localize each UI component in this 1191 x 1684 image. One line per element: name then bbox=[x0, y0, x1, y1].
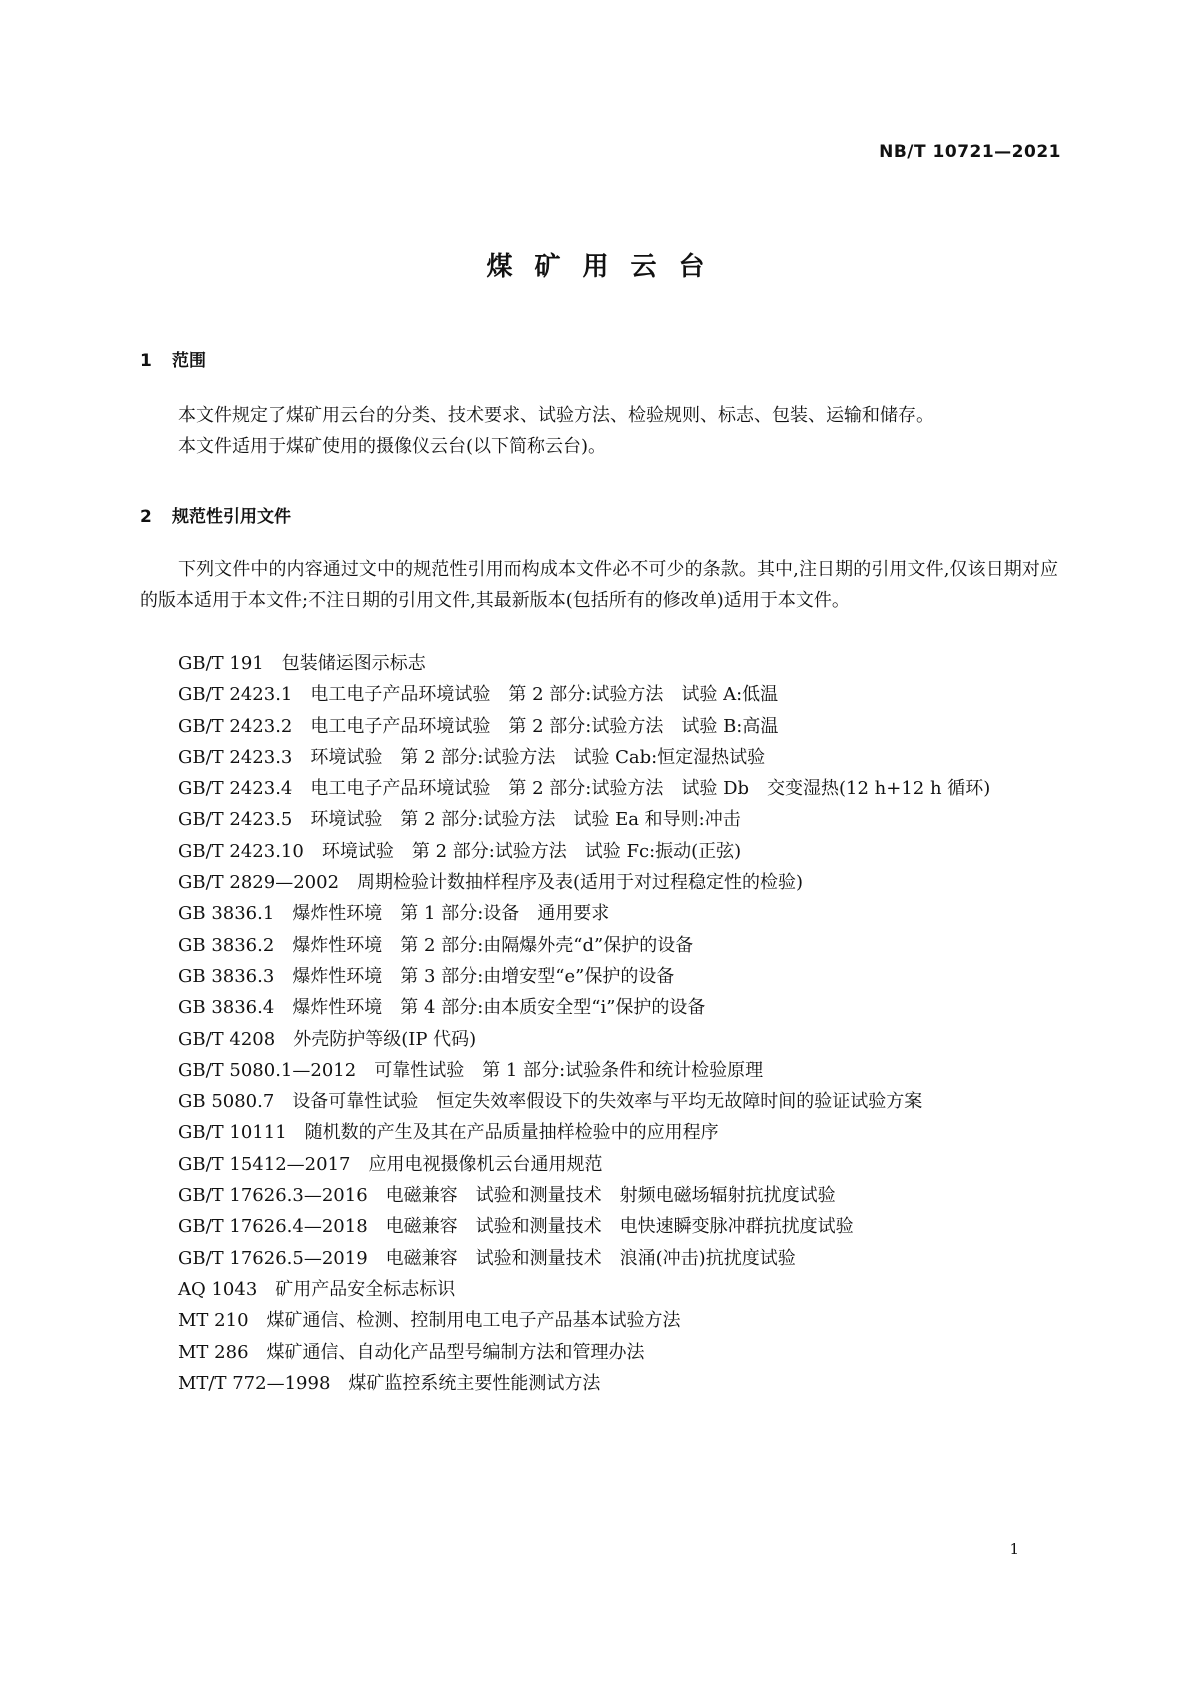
reference-title: 外壳防护等级(IP 代码) bbox=[293, 1028, 477, 1050]
reference-item bbox=[140, 773, 1058, 804]
reference-item bbox=[140, 961, 1058, 992]
reference-title: 可靠性试验 第 1 部分:试验条件和统计检验原理 bbox=[374, 1059, 764, 1081]
section-number: 2 bbox=[140, 507, 152, 527]
reference-code: GB/T 4208 bbox=[178, 1028, 276, 1050]
reference-title: 环境试验 第 2 部分:试验方法 试验 Cab:恒定湿热试验 bbox=[310, 746, 766, 768]
reference-item bbox=[140, 1180, 1058, 1211]
reference-title: 电工电子产品环境试验 第 2 部分:试验方法 试验 Db 交变湿热(12 h+12 h 循环) bbox=[310, 778, 991, 800]
reference-item bbox=[140, 1274, 1058, 1305]
reference-gap bbox=[287, 1122, 305, 1143]
reference-gap bbox=[292, 716, 310, 737]
reference-code: GB/T 17626.3—2016 bbox=[178, 1185, 368, 1207]
reference-item bbox=[140, 1055, 1058, 1086]
reference-code: GB 3836.4 bbox=[178, 997, 275, 1019]
reference-title: 爆炸性环境 第 3 部分:由增安型“e”保护的设备 bbox=[292, 965, 675, 987]
reference-code: MT 286 bbox=[178, 1341, 249, 1363]
reference-gap bbox=[249, 1310, 267, 1331]
scope-paragraph: 本文件适用于煤矿使用的摄像仪云台(以下简称云台)。 bbox=[178, 436, 607, 457]
section-heading-normative-references bbox=[140, 502, 291, 527]
reference-item bbox=[140, 898, 1058, 929]
reference-item bbox=[140, 648, 1058, 679]
reference-item bbox=[140, 867, 1058, 898]
reference-gap bbox=[274, 903, 292, 924]
reference-title: 电磁兼容 试验和测量技术 射频电磁场辐射抗扰度试验 bbox=[385, 1185, 836, 1207]
reference-title: 电磁兼容 试验和测量技术 浪涌(冲击)抗扰度试验 bbox=[385, 1247, 796, 1269]
reference-gap bbox=[292, 747, 310, 768]
reference-code: GB/T 2829—2002 bbox=[178, 872, 340, 894]
reference-gap bbox=[274, 1091, 292, 1112]
reference-title: 环境试验 第 2 部分:试验方法 试验 Ea 和导则:冲击 bbox=[310, 809, 741, 831]
reference-code: GB 3836.1 bbox=[178, 903, 275, 925]
reference-code: GB 5080.7 bbox=[178, 1091, 275, 1113]
reference-title: 电工电子产品环境试验 第 2 部分:试验方法 试验 B:高温 bbox=[310, 715, 779, 737]
reference-gap bbox=[339, 872, 357, 893]
reference-gap bbox=[368, 1248, 386, 1269]
reference-item bbox=[140, 1368, 1058, 1399]
reference-gap bbox=[350, 1154, 368, 1175]
scope-paragraphs bbox=[140, 400, 1058, 462]
document-title: 煤矿用云台 bbox=[486, 252, 727, 282]
reference-gap bbox=[368, 1216, 386, 1237]
reference-item bbox=[140, 1024, 1058, 1055]
reference-title: 应用电视摄像机云台通用规范 bbox=[368, 1153, 603, 1175]
reference-gap bbox=[304, 841, 322, 862]
section-heading-scope bbox=[140, 346, 206, 371]
reference-gap bbox=[292, 809, 310, 830]
reference-list bbox=[140, 648, 1058, 1399]
reference-item bbox=[140, 804, 1058, 835]
reference-gap bbox=[292, 684, 310, 705]
reference-gap bbox=[274, 966, 292, 987]
reference-title: 电工电子产品环境试验 第 2 部分:试验方法 试验 A:低温 bbox=[310, 684, 779, 706]
reference-gap bbox=[330, 1373, 348, 1394]
reference-item bbox=[140, 930, 1058, 961]
reference-title: 矿用产品安全标志标识 bbox=[275, 1278, 456, 1300]
reference-title: 爆炸性环境 第 1 部分:设备 通用要求 bbox=[292, 903, 610, 925]
reference-item bbox=[140, 1211, 1058, 1242]
reference-item bbox=[140, 1086, 1058, 1117]
reference-code: GB/T 15412—2017 bbox=[178, 1153, 351, 1175]
reference-title: 电磁兼容 试验和测量技术 电快速瞬变脉冲群抗扰度试验 bbox=[385, 1216, 854, 1238]
reference-code: GB/T 5080.1—2012 bbox=[178, 1059, 357, 1081]
reference-gap bbox=[275, 1029, 293, 1050]
page-number: 1 bbox=[1009, 1540, 1019, 1558]
section-title: 规范性引用文件 bbox=[172, 507, 291, 527]
reference-title: 包装储运图示标志 bbox=[281, 653, 426, 674]
reference-item bbox=[140, 836, 1058, 867]
reference-gap bbox=[249, 1342, 267, 1363]
reference-item bbox=[140, 679, 1058, 710]
scope-paragraph: 本文件规定了煤矿用云台的分类、技术要求、试验方法、检验规则、标志、包装、运输和储存。 bbox=[178, 405, 934, 426]
reference-item bbox=[140, 1149, 1058, 1180]
reference-code: GB/T 2423.3 bbox=[178, 746, 293, 768]
reference-item bbox=[140, 992, 1058, 1023]
reference-code: GB/T 2423.5 bbox=[178, 809, 293, 831]
reference-code: GB 3836.2 bbox=[178, 934, 275, 956]
reference-title: 爆炸性环境 第 2 部分:由隔爆外壳“d”保护的设备 bbox=[292, 934, 694, 956]
section-title: 范围 bbox=[172, 351, 206, 371]
reference-item bbox=[140, 1243, 1058, 1274]
reference-code: AQ 1043 bbox=[178, 1278, 258, 1300]
reference-code: GB/T 17626.4—2018 bbox=[178, 1216, 368, 1238]
reference-item bbox=[140, 742, 1058, 773]
reference-item bbox=[140, 711, 1058, 742]
section-number: 1 bbox=[140, 351, 152, 371]
reference-gap bbox=[292, 778, 310, 799]
reference-gap bbox=[274, 935, 292, 956]
reference-title: 周期检验计数抽样程序及表(适用于对过程稳定性的检验) bbox=[357, 872, 804, 894]
reference-code: GB/T 2423.4 bbox=[178, 778, 293, 800]
reference-code: GB/T 2423.2 bbox=[178, 715, 293, 737]
normative-intro-paragraph: 下列文件中的内容通过文中的规范性引用而构成本文件必不可少的条款。其中,注日期的引用文件,仅该日期对应的版本适用于本文件;不注日期的引用文件,其最新版本(包括所有的修改单)适用于本文件。 bbox=[140, 559, 1058, 611]
reference-title: 煤矿通信、检测、控制用电工电子产品基本试验方法 bbox=[266, 1310, 681, 1332]
reference-item bbox=[140, 1117, 1058, 1148]
reference-title: 随机数的产生及其在产品质量抽样检验中的应用程序 bbox=[304, 1122, 719, 1144]
reference-gap bbox=[356, 1060, 374, 1081]
reference-gap bbox=[257, 1279, 275, 1300]
reference-title: 设备可靠性试验 恒定失效率假设下的失效率与平均无故障时间的验证试验方案 bbox=[292, 1091, 923, 1113]
standard-code: NB/T 10721—2021 bbox=[879, 142, 1061, 162]
reference-gap bbox=[368, 1185, 386, 1206]
reference-item bbox=[140, 1337, 1058, 1368]
reference-code: GB 3836.3 bbox=[178, 965, 275, 987]
reference-code: GB/T 17626.5—2019 bbox=[178, 1247, 368, 1269]
reference-title: 爆炸性环境 第 4 部分:由本质安全型“i”保护的设备 bbox=[292, 997, 706, 1019]
reference-code: MT/T 772—1998 bbox=[178, 1372, 331, 1394]
reference-code: GB/T 2423.1 bbox=[178, 684, 293, 706]
reference-code: GB/T 2423.10 bbox=[178, 840, 304, 862]
reference-title: 煤矿监控系统主要性能测试方法 bbox=[348, 1372, 601, 1394]
reference-title: 煤矿通信、自动化产品型号编制方法和管理办法 bbox=[266, 1341, 645, 1363]
reference-code: GB/T 191 bbox=[178, 653, 264, 674]
reference-code: GB/T 10111 bbox=[178, 1122, 287, 1144]
reference-gap bbox=[264, 653, 282, 674]
reference-gap bbox=[274, 997, 292, 1018]
reference-code: MT 210 bbox=[178, 1310, 249, 1332]
reference-title: 环境试验 第 2 部分:试验方法 试验 Fc:振动(正弦) bbox=[321, 840, 742, 862]
reference-item bbox=[140, 1305, 1058, 1336]
